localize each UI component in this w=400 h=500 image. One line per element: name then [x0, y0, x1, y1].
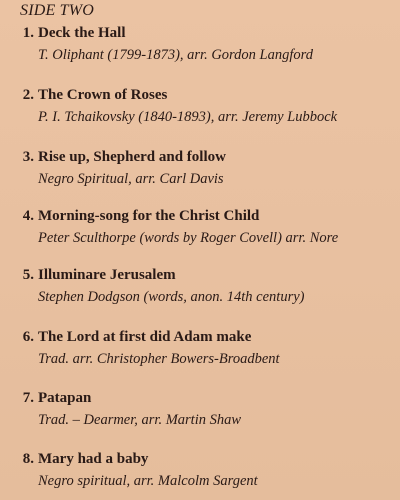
track-title: The Crown of Roses	[38, 87, 168, 103]
track-credit: Trad. arr. Christopher Bowers-Broadbent	[38, 351, 280, 367]
track-number: 4.	[22, 208, 34, 224]
track-number: 6.	[22, 329, 34, 345]
track-number: 8.	[22, 451, 34, 467]
track-title: Mary had a baby	[38, 451, 149, 467]
track-number: 1.	[22, 25, 34, 41]
track-number: 3.	[22, 149, 34, 165]
track-credit: Trad. – Dearmer, arr. Martin Shaw	[38, 412, 242, 428]
track-title: Patapan	[38, 390, 92, 406]
track-title: Morning-song for the Christ Child	[38, 208, 260, 224]
track-credit: Peter Sculthorpe (words by Roger Covell) arr. Nore	[38, 230, 339, 246]
track-title: Deck the Hall	[38, 25, 126, 41]
track-credit: P. I. Tchaikovsky (1840-1893), arr. Jeremy Lubbock	[38, 109, 338, 125]
track-title: Illuminare Jerusalem	[38, 267, 176, 283]
track-title: Rise up, Shepherd and follow	[38, 149, 226, 165]
track-number: 5.	[22, 267, 34, 283]
side-heading: SIDE TWO	[20, 2, 95, 19]
track-credit: Stephen Dodgson (words, anon. 14th century)	[38, 289, 305, 305]
track-credit: Negro spiritual, arr. Malcolm Sargent	[38, 473, 258, 489]
track-credit: T. Oliphant (1799-1873), arr. Gordon Langford	[38, 47, 313, 63]
track-number: 7.	[22, 390, 34, 406]
track-title: The Lord at first did Adam make	[38, 329, 252, 345]
track-credit: Negro Spiritual, arr. Carl Davis	[38, 171, 224, 187]
track-number: 2.	[22, 87, 34, 103]
